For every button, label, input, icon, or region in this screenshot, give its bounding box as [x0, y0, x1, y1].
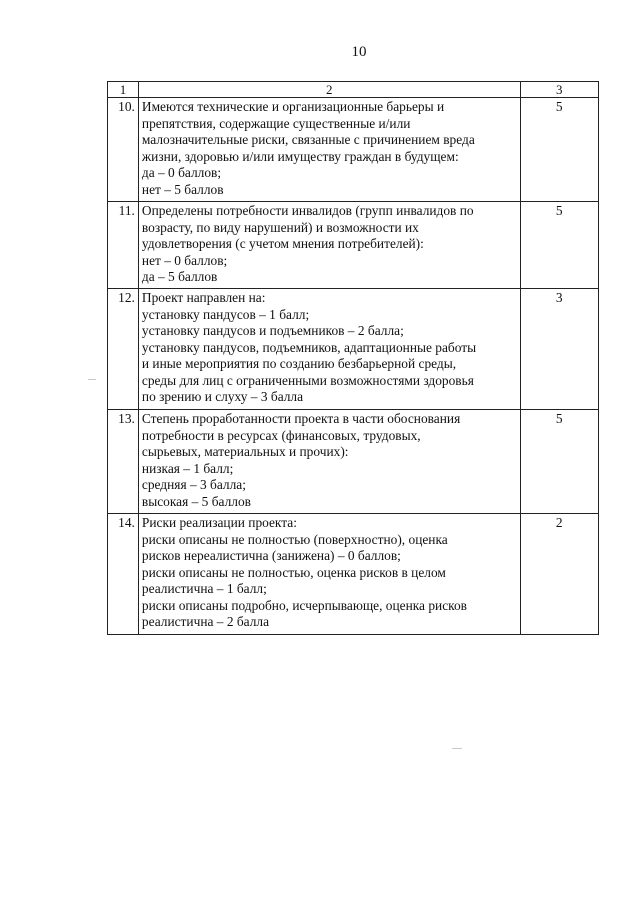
criterion-text — [138, 514, 520, 635]
criterion-line: Риски реализации проекта: — [141, 515, 297, 530]
table-row — [108, 98, 599, 202]
criterion-line: да – 0 баллов; — [141, 165, 222, 180]
criterion-line: малозначительные риски, связанные с причинением вреда — [141, 132, 475, 147]
page-number: 10 — [351, 44, 367, 60]
criterion-line: установку пандусов – 1 балл; — [141, 306, 310, 322]
criterion-line: препятствия, содержащие существенные и/или — [141, 115, 411, 131]
criterion-line: потребности в ресурсах (финансовых, трудовых, — [141, 427, 421, 443]
scan-artifact — [88, 379, 96, 380]
criterion-line: риски описаны не полностью, оценка рисков в целом — [141, 564, 446, 580]
score-value: 5 — [520, 98, 598, 202]
criterion-line: жизни, здоровью и/или имуществу граждан в будущем: — [141, 148, 459, 164]
row-number: 10. — [108, 98, 139, 202]
criterion-line: и иные мероприятия по созданию безбарьерной среды, — [141, 356, 457, 371]
criterion-line: реалистична – 2 балла — [141, 614, 270, 629]
table-header-row — [108, 82, 599, 98]
criterion-line: установку пандусов и подъемников – 2 балла; — [141, 323, 404, 338]
table-row — [108, 202, 599, 289]
row-number: 13. — [108, 410, 139, 514]
criterion-line: сырьевых, материальных и прочих): — [141, 444, 349, 459]
criterion-line: средняя – 3 балла; — [141, 477, 246, 492]
row-number: 11. — [108, 202, 139, 289]
header-cell-number: 1 — [108, 82, 139, 98]
criterion-line: среды для лиц с ограниченными возможностями здоровья — [141, 372, 474, 388]
scan-artifact — [452, 748, 462, 749]
criteria-table — [107, 81, 599, 635]
criterion-line: Имеются технические и организационные барьеры и — [141, 99, 445, 114]
criterion-line: Определены потребности инвалидов (групп инвалидов по — [141, 203, 474, 218]
criterion-text — [138, 98, 520, 202]
criterion-line: реалистична – 1 балл; — [141, 581, 267, 596]
table-row — [108, 289, 599, 410]
header-cell-score: 3 — [520, 82, 598, 98]
criterion-line: рисков нереалистична (занижена) – 0 баллов; — [141, 548, 401, 563]
row-number: 14. — [108, 514, 139, 635]
criterion-line: высокая – 5 баллов — [141, 493, 251, 509]
score-value: 2 — [520, 514, 598, 635]
criterion-text — [138, 202, 520, 289]
criterion-line: риски описаны подробно, исчерпывающе, оценка рисков — [141, 597, 468, 613]
score-value: 3 — [520, 289, 598, 410]
criterion-line: низкая – 1 балл; — [141, 460, 234, 476]
criterion-line: Проект направлен на: — [141, 290, 266, 305]
criterion-line: да – 5 баллов — [141, 269, 218, 284]
criterion-line: удовлетворения (с учетом мнения потребителей): — [141, 236, 424, 251]
criterion-line: возрасту, по виду нарушений) и возможности их — [141, 219, 419, 235]
score-value: 5 — [520, 410, 598, 514]
criterion-line: нет – 5 баллов — [141, 181, 224, 197]
score-value: 5 — [520, 202, 598, 289]
table-row — [108, 410, 599, 514]
criterion-line: по зрению и слуху – 3 балла — [141, 389, 304, 404]
header-cell-criterion: 2 — [138, 82, 520, 98]
criterion-text — [138, 410, 520, 514]
criterion-line: риски описаны не полностью (поверхностно), оценка — [141, 531, 448, 547]
row-number: 12. — [108, 289, 139, 410]
criterion-text — [138, 289, 520, 410]
criterion-line: установку пандусов, подъемников, адаптационные работы — [141, 339, 477, 355]
criterion-line: Степень проработанности проекта в части обоснования — [141, 411, 461, 426]
criterion-line: нет – 0 баллов; — [141, 252, 228, 268]
table-row — [108, 514, 599, 635]
